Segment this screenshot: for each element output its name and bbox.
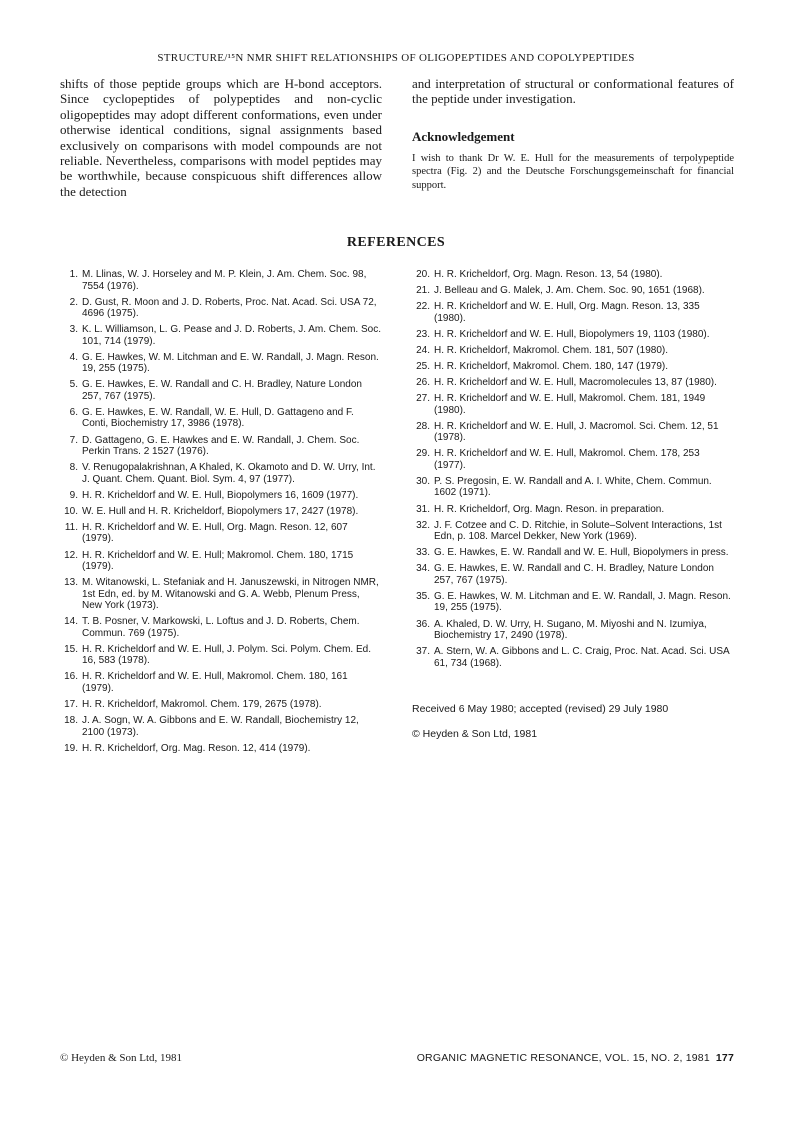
reference-text: K. L. Williamson, L. G. Pease and J. D. Roberts, J. Am. Chem. Soc. 101, 714 (1979). xyxy=(82,324,381,347)
reference-number: 7. xyxy=(69,434,78,446)
reference-item xyxy=(60,616,382,639)
reference-number: 36. xyxy=(416,618,430,630)
reference-item xyxy=(60,506,382,518)
reference-number: 8. xyxy=(69,462,78,474)
reference-text: H. R. Kricheldorf, Makromol. Chem. 181, 507 (1980). xyxy=(434,344,668,356)
received-dates: Received 6 May 1980; accepted (revised) 29 July 1980 xyxy=(412,703,669,715)
reference-text: D. Gattageno, G. E. Hawkes and E. W. Randall, J. Chem. Soc. Perkin Trans. 2 1527 (1976). xyxy=(82,434,360,458)
reference-number: 30. xyxy=(416,475,430,487)
reference-number: 26. xyxy=(416,377,430,389)
reference-text: J. A. Sogn, W. A. Gibbons and E. W. Randall, Biochemistry 12, 2100 (1973). xyxy=(82,715,359,738)
reference-text: H. R. Kricheldorf and W. E. Hull, Biopolymers 19, 1103 (1980). xyxy=(434,328,710,340)
reference-item xyxy=(412,269,734,281)
reference-number: 32. xyxy=(416,519,430,531)
running-head: STRUCTURE/¹⁵N NMR SHIFT RELATIONSHIPS OF OLIGOPEPTIDES AND COPOLYPEPTIDES xyxy=(157,52,635,64)
reference-text: H. R. Kricheldorf, Org. Magn. Reson. in preparation. xyxy=(434,503,665,515)
reference-item xyxy=(60,522,382,545)
reference-item xyxy=(60,462,382,485)
reference-number: 15. xyxy=(64,643,78,655)
reference-text: G. E. Hawkes, W. M. Litchman and E. W. Randall, J. Magn. Reson. 19, 255 (1975). xyxy=(434,590,731,614)
reference-text: A. Khaled, D. W. Urry, H. Sugano, M. Miyoshi and N. Izumiya, Biochemistry 17, 2490 (1978). xyxy=(434,618,707,641)
reference-item xyxy=(60,379,382,402)
reference-text: G. E. Hawkes, W. M. Litchman and E. W. Randall, J. Magn. Reson. 19, 255 (1975). xyxy=(82,351,379,375)
body-right-column xyxy=(412,76,734,192)
reference-number: 31. xyxy=(416,503,430,515)
reference-item xyxy=(412,476,734,499)
reference-text: A. Stern, W. A. Gibbons and L. C. Craig, Proc. Nat. Acad. Sci. USA 61, 734 (1968). xyxy=(434,646,730,669)
reference-number: 33. xyxy=(416,547,430,559)
reference-text: H. R. Kricheldorf, Makromol. Chem. 180, 147 (1979). xyxy=(434,360,668,372)
reference-text: H. R. Kricheldorf and W. E. Hull; Makromol. Chem. 180, 1715 (1979). xyxy=(82,549,354,573)
reference-text: M. Witanowski, L. Stefaniak and H. Januszewski, in Nitrogen NMR, 1st Edn, ed. by M. Witanowski and G. A. Webb, Plenum Press, New York (1973). xyxy=(82,577,379,612)
copyright-notice: © Heyden & Son Ltd, 1981 xyxy=(412,728,538,740)
references-right-column xyxy=(412,269,734,674)
reference-item xyxy=(60,324,382,347)
body-text-right-column: and interpretation of structural or conformational features of the peptide under investigation. xyxy=(412,76,734,107)
reference-number: 4. xyxy=(69,351,78,363)
acknowledgement-text: I wish to thank Dr W. E. Hull for the measurements of terpolypeptide spectra (Fig. 2) and the Deutsche Forschungsgemeinschaft for financial support. xyxy=(412,152,734,191)
reference-number: 21. xyxy=(416,285,430,297)
reference-text: H. R. Kricheldorf and W. E. Hull, Org. Magn. Reson. 12, 607 (1979). xyxy=(82,521,348,545)
reference-item xyxy=(412,421,734,444)
reference-item xyxy=(412,301,734,324)
reference-text: H. R. Kricheldorf, Org. Magn. Reson. 13, 54 (1980). xyxy=(434,269,663,280)
reference-number: 37. xyxy=(416,646,430,658)
reference-text: H. R. Kricheldorf and W. E. Hull, Makromol. Chem. 178, 253 (1977). xyxy=(434,448,700,471)
reference-text: G. E. Hawkes, E. W. Randall and W. E. Hull, Biopolymers in press. xyxy=(434,547,729,559)
reference-item xyxy=(412,285,734,297)
reference-item xyxy=(60,352,382,375)
reference-number: 29. xyxy=(416,448,430,460)
reference-text: P. S. Pregosin, E. W. Randall and A. I. White, Chem. Commun. 1602 (1971). xyxy=(434,475,712,499)
reference-number: 20. xyxy=(416,269,430,280)
references-left-column xyxy=(60,269,382,759)
footer-journal-info xyxy=(417,1052,734,1064)
reference-number: 16. xyxy=(64,671,78,683)
footer-journal-title: ORGANIC MAGNETIC RESONANCE, VOL. 15, NO. 2, 1981 xyxy=(416,1052,710,1064)
reference-number: 14. xyxy=(64,616,78,628)
reference-text: D. Gust, R. Moon and J. D. Roberts, Proc. Nat. Acad. Sci. USA 72, 4696 (1975). xyxy=(82,296,377,320)
reference-item xyxy=(412,563,734,586)
reference-item xyxy=(412,646,734,669)
reference-text: H. R. Kricheldorf and W. E. Hull, J. Polym. Sci. Polym. Chem. Ed. 16, 583 (1978). xyxy=(82,643,371,667)
reference-number: 22. xyxy=(416,301,430,313)
reference-number: 28. xyxy=(416,420,430,432)
reference-item xyxy=(60,550,382,573)
reference-item xyxy=(412,361,734,373)
reference-item xyxy=(60,743,382,755)
reference-item xyxy=(412,520,734,543)
reference-number: 18. xyxy=(64,715,78,727)
reference-item xyxy=(60,297,382,320)
reference-text: G. E. Hawkes, E. W. Randall, W. E. Hull, D. Gattageno and F. Conti, Biochemistry 17, 3986 (1978). xyxy=(82,406,354,430)
reference-item xyxy=(60,671,382,694)
reference-number: 11. xyxy=(64,521,78,533)
reference-item xyxy=(60,435,382,458)
reference-item xyxy=(60,407,382,430)
reference-number: 27. xyxy=(416,393,430,405)
reference-item xyxy=(60,269,382,292)
reference-text: H. R. Kricheldorf and W. E. Hull, Makromol. Chem. 181, 1949 (1980). xyxy=(434,393,706,416)
reference-item xyxy=(412,345,734,357)
reference-number: 10. xyxy=(64,505,78,517)
reference-text: J. Belleau and G. Malek, J. Am. Chem. Soc. 90, 1651 (1968). xyxy=(434,285,705,297)
reference-text: G. E. Hawkes, E. W. Randall and C. H. Bradley, Nature London 257, 767 (1975). xyxy=(434,563,714,586)
reference-text: G. E. Hawkes, E. W. Randall and C. H. Bradley, Nature London 257, 767 (1975). xyxy=(82,379,362,402)
reference-item xyxy=(412,591,734,614)
reference-number: 19. xyxy=(64,742,78,754)
reference-number: 24. xyxy=(416,344,430,356)
reference-text: H. R. Kricheldorf and W. E. Hull, J. Macromol. Sci. Chem. 12, 51 (1978). xyxy=(434,420,719,444)
reference-item xyxy=(412,393,734,416)
reference-number: 3. xyxy=(69,324,78,336)
reference-item xyxy=(60,699,382,711)
reference-item xyxy=(60,490,382,502)
reference-number: 35. xyxy=(416,590,430,602)
reference-number: 6. xyxy=(69,406,78,418)
reference-item xyxy=(60,715,382,738)
reference-number: 1. xyxy=(69,269,78,280)
references-heading: REFERENCES xyxy=(346,235,446,250)
reference-text: H. R. Kricheldorf and W. E. Hull, Macromolecules 13, 87 (1980). xyxy=(434,377,717,389)
reference-text: V. Renugopalakrishnan, A Khaled, K. Okamoto and D. W. Urry, Int. J. Quant. Chem. Quant. Biol. Sym. 4, 97 (1977). xyxy=(82,462,376,485)
reference-number: 2. xyxy=(69,296,78,308)
reference-text: J. F. Cotzee and C. D. Ritchie, in Solute–Solvent Interactions, 1st Edn, p. 108. Marcel Dekker, New York (1969). xyxy=(434,519,722,543)
page-number: 177 xyxy=(715,1052,734,1064)
reference-text: M. Llinas, W. J. Horseley and M. P. Klein, J. Am. Chem. Soc. 98, 7554 (1976). xyxy=(82,269,367,292)
reference-number: 25. xyxy=(416,360,430,372)
body-text-left-column: shifts of those peptide groups which are H-bond acceptors. Since cyclopeptides of polypeptides and non-cyclic oligopeptides may adopt different conformations, even under otherwise identical conditions, signal assignments based exclusively on comparisons with model compounds are not reliable. Nevertheless, comparisons with model peptides may be worthwhile, because conspicuous shift differences allow the detection xyxy=(60,76,382,199)
reference-number: 9. xyxy=(69,489,78,501)
reference-number: 13. xyxy=(64,577,78,589)
reference-item xyxy=(412,448,734,471)
reference-item xyxy=(412,329,734,341)
reference-number: 12. xyxy=(64,549,78,561)
reference-item xyxy=(60,644,382,667)
reference-text: H. R. Kricheldorf and W. E. Hull, Makromol. Chem. 180, 161 (1979). xyxy=(82,671,348,694)
reference-item xyxy=(412,504,734,516)
reference-item xyxy=(60,577,382,612)
reference-number: 23. xyxy=(416,328,430,340)
reference-text: T. B. Posner, V. Markowski, L. Loftus and J. D. Roberts, Chem. Commun. 769 (1975). xyxy=(82,616,360,639)
reference-item xyxy=(412,377,734,389)
reference-number: 34. xyxy=(416,563,430,575)
reference-number: 5. xyxy=(69,379,78,391)
footer-copyright: © Heyden & Son Ltd, 1981 xyxy=(60,1052,183,1064)
reference-item xyxy=(412,619,734,642)
reference-text: H. R. Kricheldorf and W. E. Hull, Biopolymers 16, 1609 (1977). xyxy=(82,489,359,501)
acknowledgement-heading: Acknowledgement xyxy=(412,128,515,144)
reference-text: H. R. Kricheldorf and W. E. Hull, Org. Magn. Reson. 13, 335 (1980). xyxy=(434,301,700,324)
reference-item xyxy=(412,547,734,559)
reference-text: W. E. Hull and H. R. Kricheldorf, Biopolymers 17, 2427 (1978). xyxy=(82,505,359,517)
reference-text: H. R. Kricheldorf, Makromol. Chem. 179, 2675 (1978). xyxy=(82,699,322,710)
reference-number: 17. xyxy=(64,699,78,710)
reference-text: H. R. Kricheldorf, Org. Mag. Reson. 12, 414 (1979). xyxy=(82,742,311,754)
